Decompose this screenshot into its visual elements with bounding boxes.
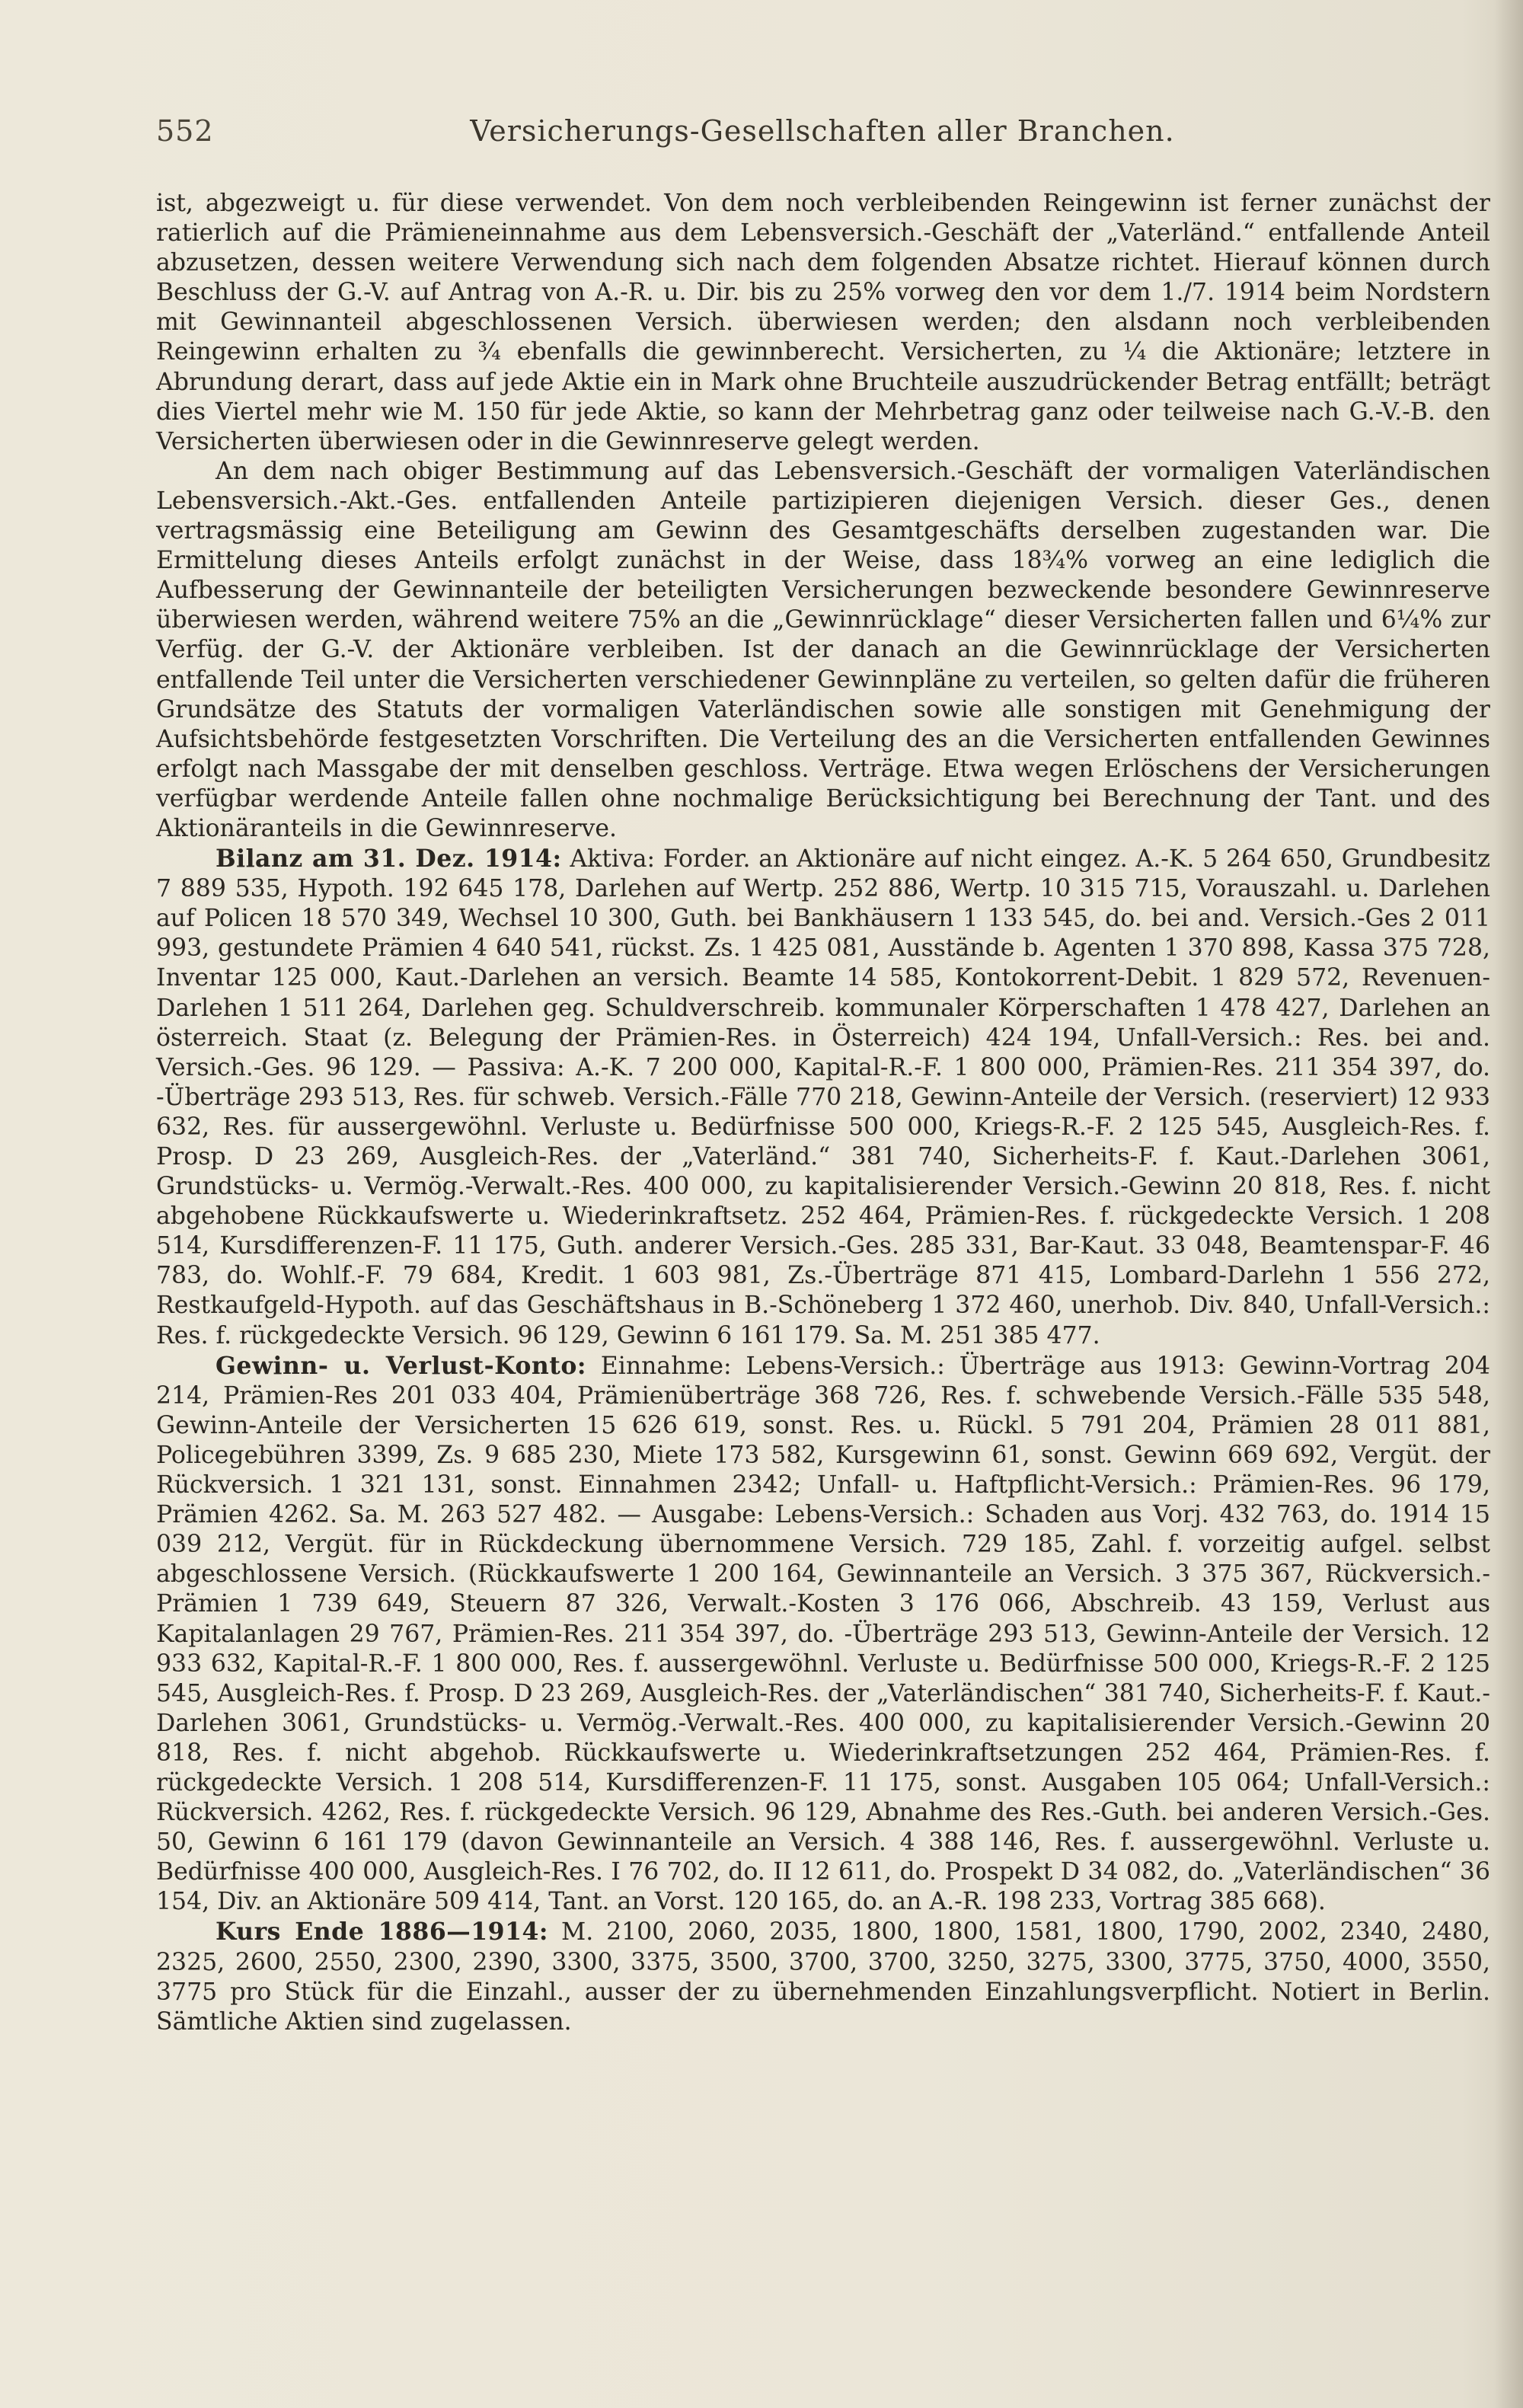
- page-number: 552: [156, 114, 214, 148]
- paragraph-text: ist, abgezweigt u. für diese verwendet. Von dem noch verbleibenden Reingewinn ist ferner zunächst der ratierlich auf die Prämieneinnahme aus dem Lebensversich.-Geschäft der „Vaterländ.“ entfallende Anteil abzusetzen, dessen weitere Verwendung sich nach dem folgenden Absatze richtet. Hierauf können durch Beschluss der G.-V. auf Antrag von A.-R. u. Dir. bis zu 25% vorweg den vor dem 1./7. 1914 beim Nordstern mit Gewinnanteil abgeschlossenen Versich. überwiesen werden; den alsdann noch verbleibenden Reingewinn erhalten zu ¾ ebenfalls die gewinnberecht. Versicherten, zu ¼ die Aktionäre; letztere in Abrundung derart, dass auf jede Aktie ein in Mark ohne Bruchteile auszudrückender Betrag entfällt; beträgt dies Viertel mehr wie M. 150 für jede Aktie, so kann der Mehrbetrag ganz oder teilweise nach G.-V.-B. den Versicherten überwiesen oder in die Gewinnreserve gelegt werden.: [156, 190, 1490, 455]
- section-heading: Gewinn- u. Verlust-Konto:: [216, 1351, 586, 1380]
- paragraph-text: M. 2100, 2060, 2035, 1800, 1800, 1581, 1800, 1790, 2002, 2340, 2480, 2325, 2600, 2550, 2300, 2390, 3300, 3375, 3500, 3700, 3700, 3250, 3275, 3300, 3775, 3750, 4000, 3550, 3775 pro Stück für die Einzahl., ausser der zu übernehmenden Einzahlungsverpflicht. Notiert in Berlin. Sämtliche Aktien sind zugelassen.: [156, 1918, 1490, 2036]
- paragraph-dividend-rules: [156, 189, 1490, 457]
- running-title: Versicherungs-Gesellschaften aller Branchen.: [470, 114, 1175, 148]
- page-header: [156, 114, 1489, 152]
- section-heading: Bilanz am 31. Dez. 1914:: [216, 845, 562, 873]
- paragraph-vaterlaendische-share: [156, 457, 1490, 844]
- paragraph-balance-sheet: [156, 844, 1490, 1351]
- paragraph-stock-prices: [156, 1917, 1490, 2036]
- paragraph-text: Aktiva: Forder. an Aktionäre auf nicht eingez. A.-K. 5 264 650, Grundbesitz 7 889 535, Hypoth. 192 645 178, Darlehen auf Wertp. 252 886, Wertp. 10 315 715, Vorauszahl. u. Darlehen auf Policen 18 570 349, Wechsel 10 300, Guth. bei Bankhäusern 1 133 545, do. bei and. Versich.-Ges 2 011 993, gestundete Prämien 4 640 541, rückst. Zs. 1 425 081, Ausstände b. Agenten 1 370 898, Kassa 375 728, Inventar 125 000, Kaut.-Darlehen an versich. Beamte 14 585, Kontokorrent-Debit. 1 829 572, Revenuen-Darlehen 1 511 264, Darlehen geg. Schuldverschreib. kommunaler Körperschaften 1 478 427, Darlehen an österreich. Staat (z. Belegung der Prämien-Res. in Österreich) 424 194, Unfall-Versich.: Res. bei and. Versich.-Ges. 96 129. — Passiva: A.-K. 7 200 000, Kapital-R.-F. 1 800 000, Prämien-Res. 211 354 397, do. -Überträge 293 513, Res. für schweb. Versich.-Fälle 770 218, Gewinn-Anteile der Versich. (reserviert) 12 933 632, Res. für aussergewöhnl. Verluste u. Bedürfnisse 500 000, Kriegs-R.-F. 2 125 545, Ausgleich-Res. f. Prosp. D 23 269, Ausgleich-Res. der „Vaterländ.“ 381 740, Sicherheits-F. f. Kaut.-Darlehen 3061, Grundstücks- u. Vermög.-Verwalt.-Res. 400 000, zu kapitalisierender Versich.-Gewinn 20 818, Res. f. nicht abgehobene Rückkaufswerte u. Wiederinkraftsetz. 252 464, Prämien-Res. f. rückgedeckte Versich. 1 208 514, Kursdifferenzen-F. 11 175, Guth. anderer Versich.-Ges. 285 331, Bar-Kaut. 33 048, Beamtenspar-F. 46 783, do. Wohlf.-F. 79 684, Kredit. 1 603 981, Zs.-Überträge 871 415, Lombard-Darlehn 1 556 272, Restkaufgeld-Hypoth. auf das Geschäftshaus in B.-Schöneberg 1 372 460, unerhob. Div. 840, Unfall-Versich.: Res. f. rückgedeckte Versich. 96 129, Gewinn 6 161 179. Sa. M. 251 385 477.: [156, 845, 1490, 1349]
- paragraph-text: Einnahme: Lebens-Versich.: Überträge aus 1913: Gewinn-Vortrag 204 214, Prämien-Res 201 033 404, Prämienüberträge 368 726, Res. f. schwebende Versich.-Fälle 535 548, Gewinn-Anteile der Versicherten 15 626 619, sonst. Res. u. Rückl. 5 791 204, Prämien 28 011 881, Policegebühren 3399, Zs. 9 685 230, Miete 173 582, Kursgewinn 61, sonst. Gewinn 669 692, Vergüt. der Rückversich. 1 321 131, sonst. Einnahmen 2342; Unfall- u. Haftpflicht-Versich.: Prämien-Res. 96 179, Prämien 4262. Sa. M. 263 527 482. — Ausgabe: Lebens-Versich.: Schaden aus Vorj. 432 763, do. 1914 15 039 212, Vergüt. für in Rückdeckung übernommene Versich. 729 185, Zahl. f. vorzeitig aufgel. selbst abgeschlossene Versich. (Rückkaufswerte 1 200 164, Gewinnanteile an Versich. 3 375 367, Rückversich.-Prämien 1 739 649, Steuern 87 326, Verwalt.-Kosten 3 176 066, Abschreib. 43 159, Verlust aus Kapitalanlagen 29 767, Prämien-Res. 211 354 397, do. -Überträge 293 513, Gewinn-Anteile der Versich. 12 933 632, Kapital-R.-F. 1 800 000, Res. f. aussergewöhnl. Verluste u. Bedürfnisse 500 000, Kriegs-R.-F. 2 125 545, Ausgleich-Res. f. Prosp. D 23 269, Ausgleich-Res. der „Vaterländischen“ 381 740, Sicherheits-F. f. Kaut.-Darlehen 3061, Grundstücks- u. Vermög.-Verwalt.-Res. 400 000, zu kapitalisierender Versich.-Gewinn 20 818, Res. f. nicht abgehob. Rückkaufswerte u. Wiederinkraftsetzungen 252 464, Prämien-Res. f. rückgedeckte Versich. 1 208 514, Kursdifferenzen-F. 11 175, sonst. Ausgaben 105 064; Unfall-Versich.: Rückversich. 4262, Res. f. rückgedeckte Versich. 96 129, Abnahme des Res.-Guth. bei anderen Versich.-Ges. 50, Gewinn 6 161 179 (davon Gewinnanteile an Versich. 4 388 146, Res. f. aussergewöhnl. Verluste u. Bedürfnisse 400 000, Ausgleich-Res. I 76 702, do. II 12 611, do. Prospekt D 34 082, do. „Vaterländischen“ 36 154, Div. an Aktionäre 509 414, Tant. an Vorst. 120 165, do. an A.-R. 198 233, Vortrag 385 668).: [156, 1352, 1491, 1916]
- section-heading: Kurs Ende 1886—1914:: [216, 1918, 549, 1947]
- paragraph-text: An dem nach obiger Bestimmung auf das Lebensversich.-Geschäft der vormaligen Vaterländischen Lebensversich.-Akt.-Ges. entfallenden Anteile partizipieren diejenigen Versich. dieser Ges., denen vertragsmässig eine Beteiligung am Gewinn des Gesamtgeschäfts derselben zugestanden war. Die Ermittelung dieses Anteils erfolgt zunächst in der Weise, dass 18¾% vorweg an eine lediglich die Aufbesserung der Gewinnanteile der beteiligten Versicherungen bezweckende besondere Gewinnreserve überwiesen werden, während weitere 75% an die „Gewinnrücklage“ dieser Versicherten fallen und 6¼% zur Verfüg. der G.-V. der Aktionäre verbleiben. Ist der danach an die Gewinnrücklage der Versicherten entfallende Teil unter die Versicherten verschiedener Gewinnpläne zu verteilen, so gelten dafür die früheren Grundsätze des Statuts der vormaligen Vaterländischen sowie alle sonstigen mit Genehmigung der Aufsichtsbehörde festgesetzten Vorschriften. Die Verteilung des an die Versicherten entfallenden Gewinnes erfolgt nach Massgabe der mit denselben geschloss. Verträge. Etwa wegen Erlöschens der Versicherungen verfügbar werdende Anteile fallen ohne nochmalige Berücksichtigung bei Berechnung der Tant. und des Aktionäranteils in die Gewinnreserve.: [156, 457, 1490, 842]
- page-edge-shadow: [1494, 0, 1523, 2408]
- document-body: [156, 189, 1490, 2037]
- paragraph-profit-loss: [156, 1351, 1490, 1918]
